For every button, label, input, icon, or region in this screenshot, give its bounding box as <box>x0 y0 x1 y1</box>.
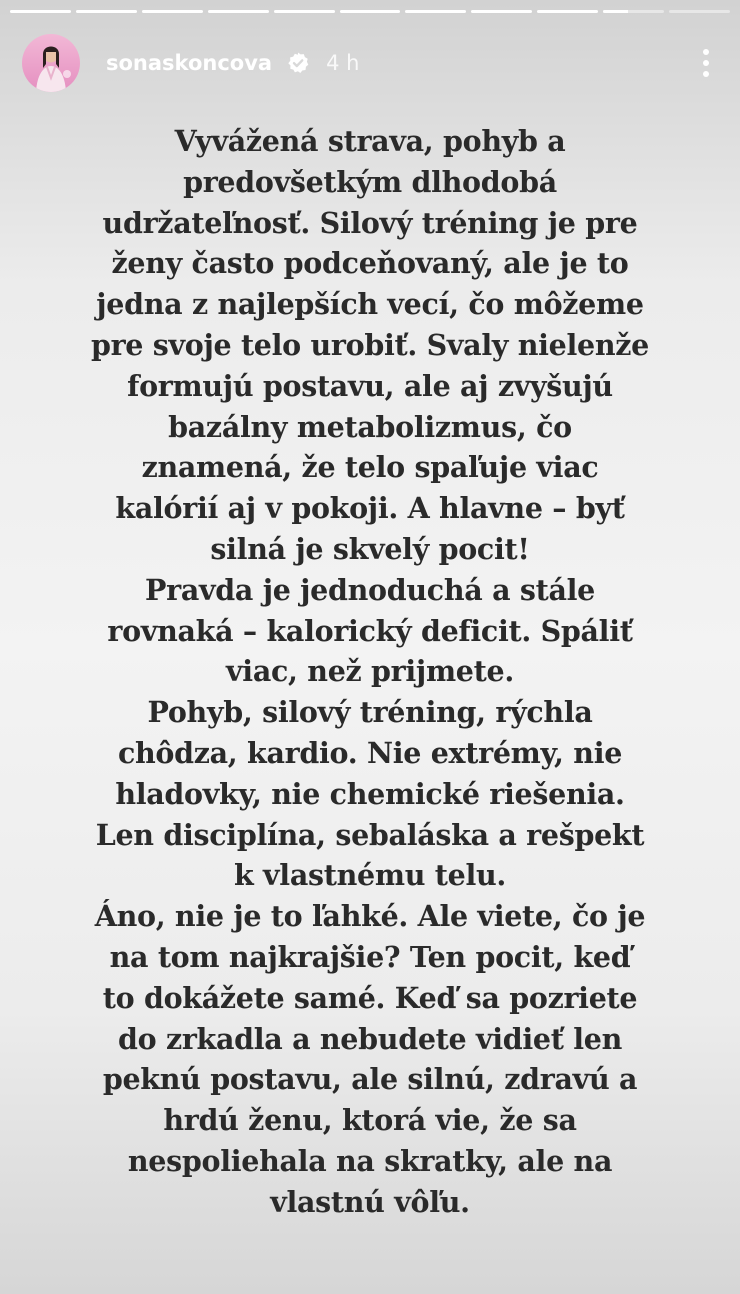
progress-segment <box>76 10 137 13</box>
progress-segment-fill <box>10 10 71 13</box>
story-text-line: vlastnú vôľu. <box>270 1184 470 1219</box>
story-text-line: ženy často podceňovaný, ale je to <box>111 246 629 281</box>
story-text-line: Pohyb, silový tréning, rýchla <box>147 695 593 730</box>
progress-segment-fill <box>405 10 466 13</box>
story-text-line: Pravda je jednoduchá a stále <box>145 572 595 607</box>
progress-segment <box>537 10 598 13</box>
story-text-line: hrdú ženu, ktorá vie, že sa <box>163 1103 577 1138</box>
story-text-line: kalórií aj v pokoji. A hlavne – byť <box>115 491 625 526</box>
story-text-line: peknú postavu, ale silnú, zdravú a <box>102 1062 638 1097</box>
story-text-line: k vlastnému telu. <box>233 858 507 893</box>
progress-segment <box>340 10 401 13</box>
progress-segment-fill <box>208 10 269 13</box>
story-text-line: nespoliehala na skratky, ale na <box>127 1143 613 1178</box>
avatar-image <box>22 34 80 92</box>
progress-segment <box>274 10 335 13</box>
progress-segment-fill <box>340 10 401 13</box>
username[interactable]: sonaskoncova <box>106 51 273 75</box>
story-text-line: to dokážete samé. Keď sa pozriete <box>102 980 638 1015</box>
more-vertical-icon-dot <box>703 71 709 77</box>
story-text-line: chôdza, kardio. Nie extrémy, nie <box>117 735 623 770</box>
verified-badge-icon <box>286 51 310 75</box>
story-text-line: udržateľnosť. Silový tréning je pre <box>102 205 638 240</box>
progress-segment <box>669 10 730 13</box>
progress-segment-fill <box>274 10 335 13</box>
story-text-line: predovšetkým dlhodobá <box>183 164 557 199</box>
progress-segment-fill <box>603 10 627 13</box>
progress-segment <box>10 10 71 13</box>
story-text-line: rovnaká – kalorický deficit. Spáliť <box>107 613 633 648</box>
story-text-line: na tom najkrajšie? Ten pocit, keď <box>109 939 631 974</box>
story-text-line: pre svoje telo urobiť. Svaly nielenže <box>90 327 650 362</box>
progress-segment-fill <box>76 10 137 13</box>
story-text-line: hladovky, nie chemické riešenia. <box>115 776 625 811</box>
story-text-line: do zrkadla a nebudete vidieť len <box>117 1021 623 1056</box>
story-progress-bar <box>10 10 730 13</box>
story-text-line: Len disciplína, sebaláska a rešpekt <box>95 817 645 852</box>
timestamp: 4 h <box>326 51 360 75</box>
avatar[interactable] <box>22 34 80 92</box>
story-text-line: Vyvážená strava, pohyb a <box>174 124 566 158</box>
more-vertical-icon <box>703 49 709 55</box>
story-text-line: viac, než prijmete. <box>226 654 514 689</box>
progress-segment <box>405 10 466 13</box>
more-options-button[interactable] <box>694 43 718 83</box>
story-text-line: silná je skvelý pocit! <box>210 531 530 566</box>
story-text <box>40 121 700 1223</box>
progress-segment <box>471 10 532 13</box>
progress-segment <box>142 10 203 13</box>
progress-segment-fill <box>142 10 203 13</box>
story-text-line: formujú postavu, ale aj zvyšujú <box>127 368 613 403</box>
story-text-line: Áno, nie je to ľahké. Ale viete, čo je <box>94 899 646 934</box>
story-text-line: bazálny metabolizmus, čo <box>168 409 572 444</box>
progress-segment <box>603 10 664 13</box>
progress-segment-fill <box>471 10 532 13</box>
story-text-line: znamená, že telo spaľuje viac <box>141 450 599 485</box>
progress-segment <box>208 10 269 13</box>
more-vertical-icon-dot <box>703 60 709 66</box>
story-text-line: jedna z najlepších vecí, čo môžeme <box>96 287 644 322</box>
story-header <box>22 34 718 92</box>
progress-segment-fill <box>537 10 598 13</box>
